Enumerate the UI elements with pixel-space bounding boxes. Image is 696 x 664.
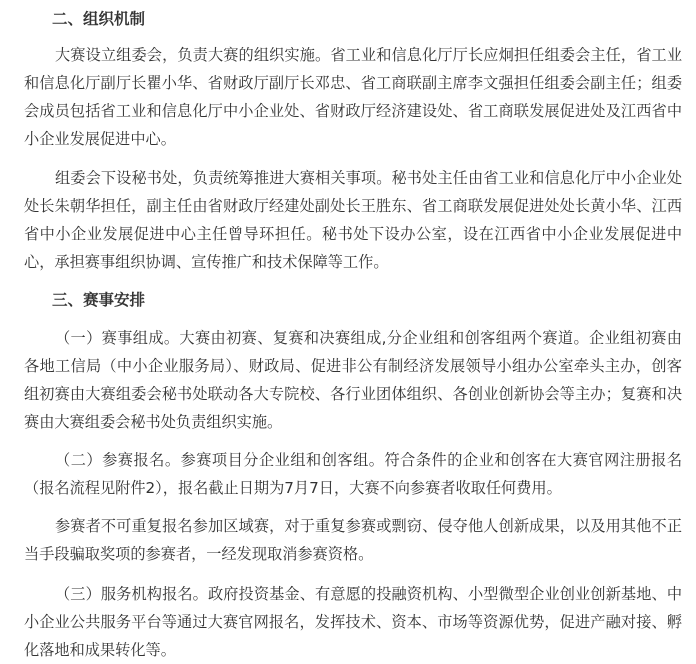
section-heading-organization: 二、组织机制 (52, 10, 146, 28)
paragraph-secretariat: 组委会下设秘书处，负责统筹推进大赛相关事项。秘书处主任由省工业和信息化厅中小企业处处长朱朝华担任，副主任由省财政厅经建处副处长王胜东、省工商联发展促进处处长黄小华、江西省中小企业发展促进中心主任曾导环担任。秘书处下设办公室，设在江西省中小企业发展促进中心，承担赛事组织协调、宣传推广和技术保障等工作。 (24, 169, 682, 271)
document-body (0, 5, 696, 659)
paragraph-service-agency-registration: （三）服务机构报名。政府投资基金、有意愿的投融资机构、小型微型企业创业创新基地、中小企业公共服务平台等通过大赛官网报名，发挥技术、资本、市场等资源优势，促进产融对接、孵化落地和成果转化等。 (24, 585, 682, 659)
section-heading-arrangement: 三、赛事安排 (52, 291, 146, 309)
paragraph-eligibility-rules: 参赛者不可重复报名参加区域赛，对于重复参赛或剽窃、侵夺他人创新成果，以及用其他不正当手段骗取奖项的参赛者，一经发现取消参赛资格。 (24, 517, 682, 563)
paragraph-organizing-committee: 大赛设立组委会，负责大赛的组织实施。省工业和信息化厅厅长应炯担任组委会主任，省工业和信息化厅副厅长瞿小华、省财政厅副厅长邓忠、省工商联副主席李文强担任组委会副主任；组委会成员包括省工业和信息化厅中小企业处、省财政厅经济建设处、省工商联发展促进处及江西省中小企业发展促进中心。 (24, 46, 682, 148)
paragraph-registration: （二）参赛报名。参赛项目分企业组和创客组。符合条件的企业和创客在大赛官网注册报名（报名流程见附件2），报名截止日期为7月7日，大赛不向参赛者收取任何费用。 (24, 451, 682, 497)
paragraph-competition-structure: （一）赛事组成。大赛由初赛、复赛和决赛组成,分企业组和创客组两个赛道。企业组初赛由各地工信局（中小企业服务局）、财政局、促进非公有制经济发展领导小组办公室牵头主办，创客组初赛由大赛组委会秘书处联动各大专院校、各行业团体组织、各创业创新协会等主办；复赛和决赛由大赛组委会秘书处负责组织实施。 (24, 329, 682, 431)
